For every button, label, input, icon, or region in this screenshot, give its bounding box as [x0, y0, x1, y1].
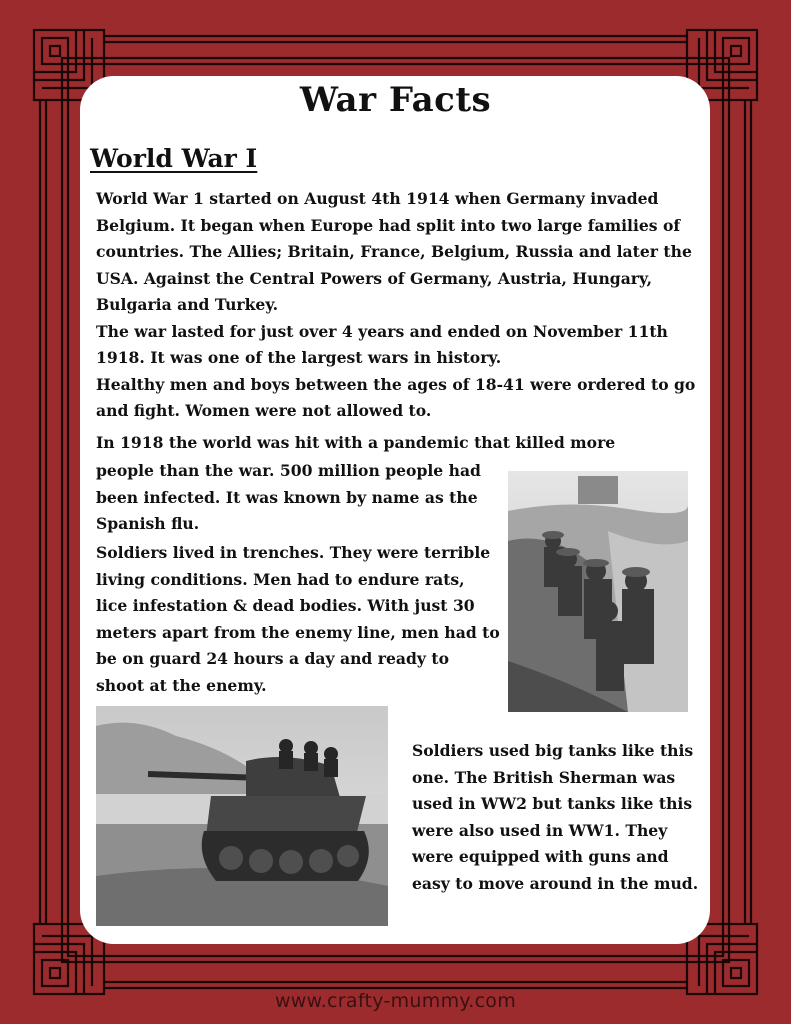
paragraph-tanks: Soldiers used big tanks like this one. The British Sherman was used in WW2 but tanks like this were also used in WW1. They were equipped with guns and easy to move around in the mud.: [412, 741, 699, 893]
sherman-tank-photo: [96, 706, 388, 926]
paragraph-overview: World War 1 started on August 4th 1914 when Germany invaded Belgium. It began when Europe had split into two large families of countries. The Allies; Britain, France, Belgium, Russia and later the USA. Against the Central Powers of Germany, Austria, Hungary, Bulgaria and Turkey. The war lasted for just over 4 years and ended on November 11th 1918. It was one of the largest wars in history. Healthy men and boys between the ages of 18-41 were ordered to go and fight. Women were not allowed to.: [96, 189, 696, 420]
trench-soldiers-photo: [508, 471, 688, 712]
section-heading: World War I: [90, 144, 258, 173]
page-title: War Facts: [299, 80, 492, 120]
paragraph-pandemic: people than the war. 500 million people had been infected. It was known by name as the Spanish flu.: [96, 461, 481, 533]
paragraph-trenches: Soldiers lived in trenches. They were terrible living conditions. Men had to endure rats, lice infestation & dead bodies. With just 30 meters apart from the enemy line, men had to be on guard 24 hours a day and ready to shoot at the enemy.: [96, 543, 500, 695]
website-footer[interactable]: www.crafty-mummy.com: [274, 990, 517, 1012]
paragraph-pandemic-intro: In 1918 the world was hit with a pandemic that killed more: [96, 433, 616, 452]
